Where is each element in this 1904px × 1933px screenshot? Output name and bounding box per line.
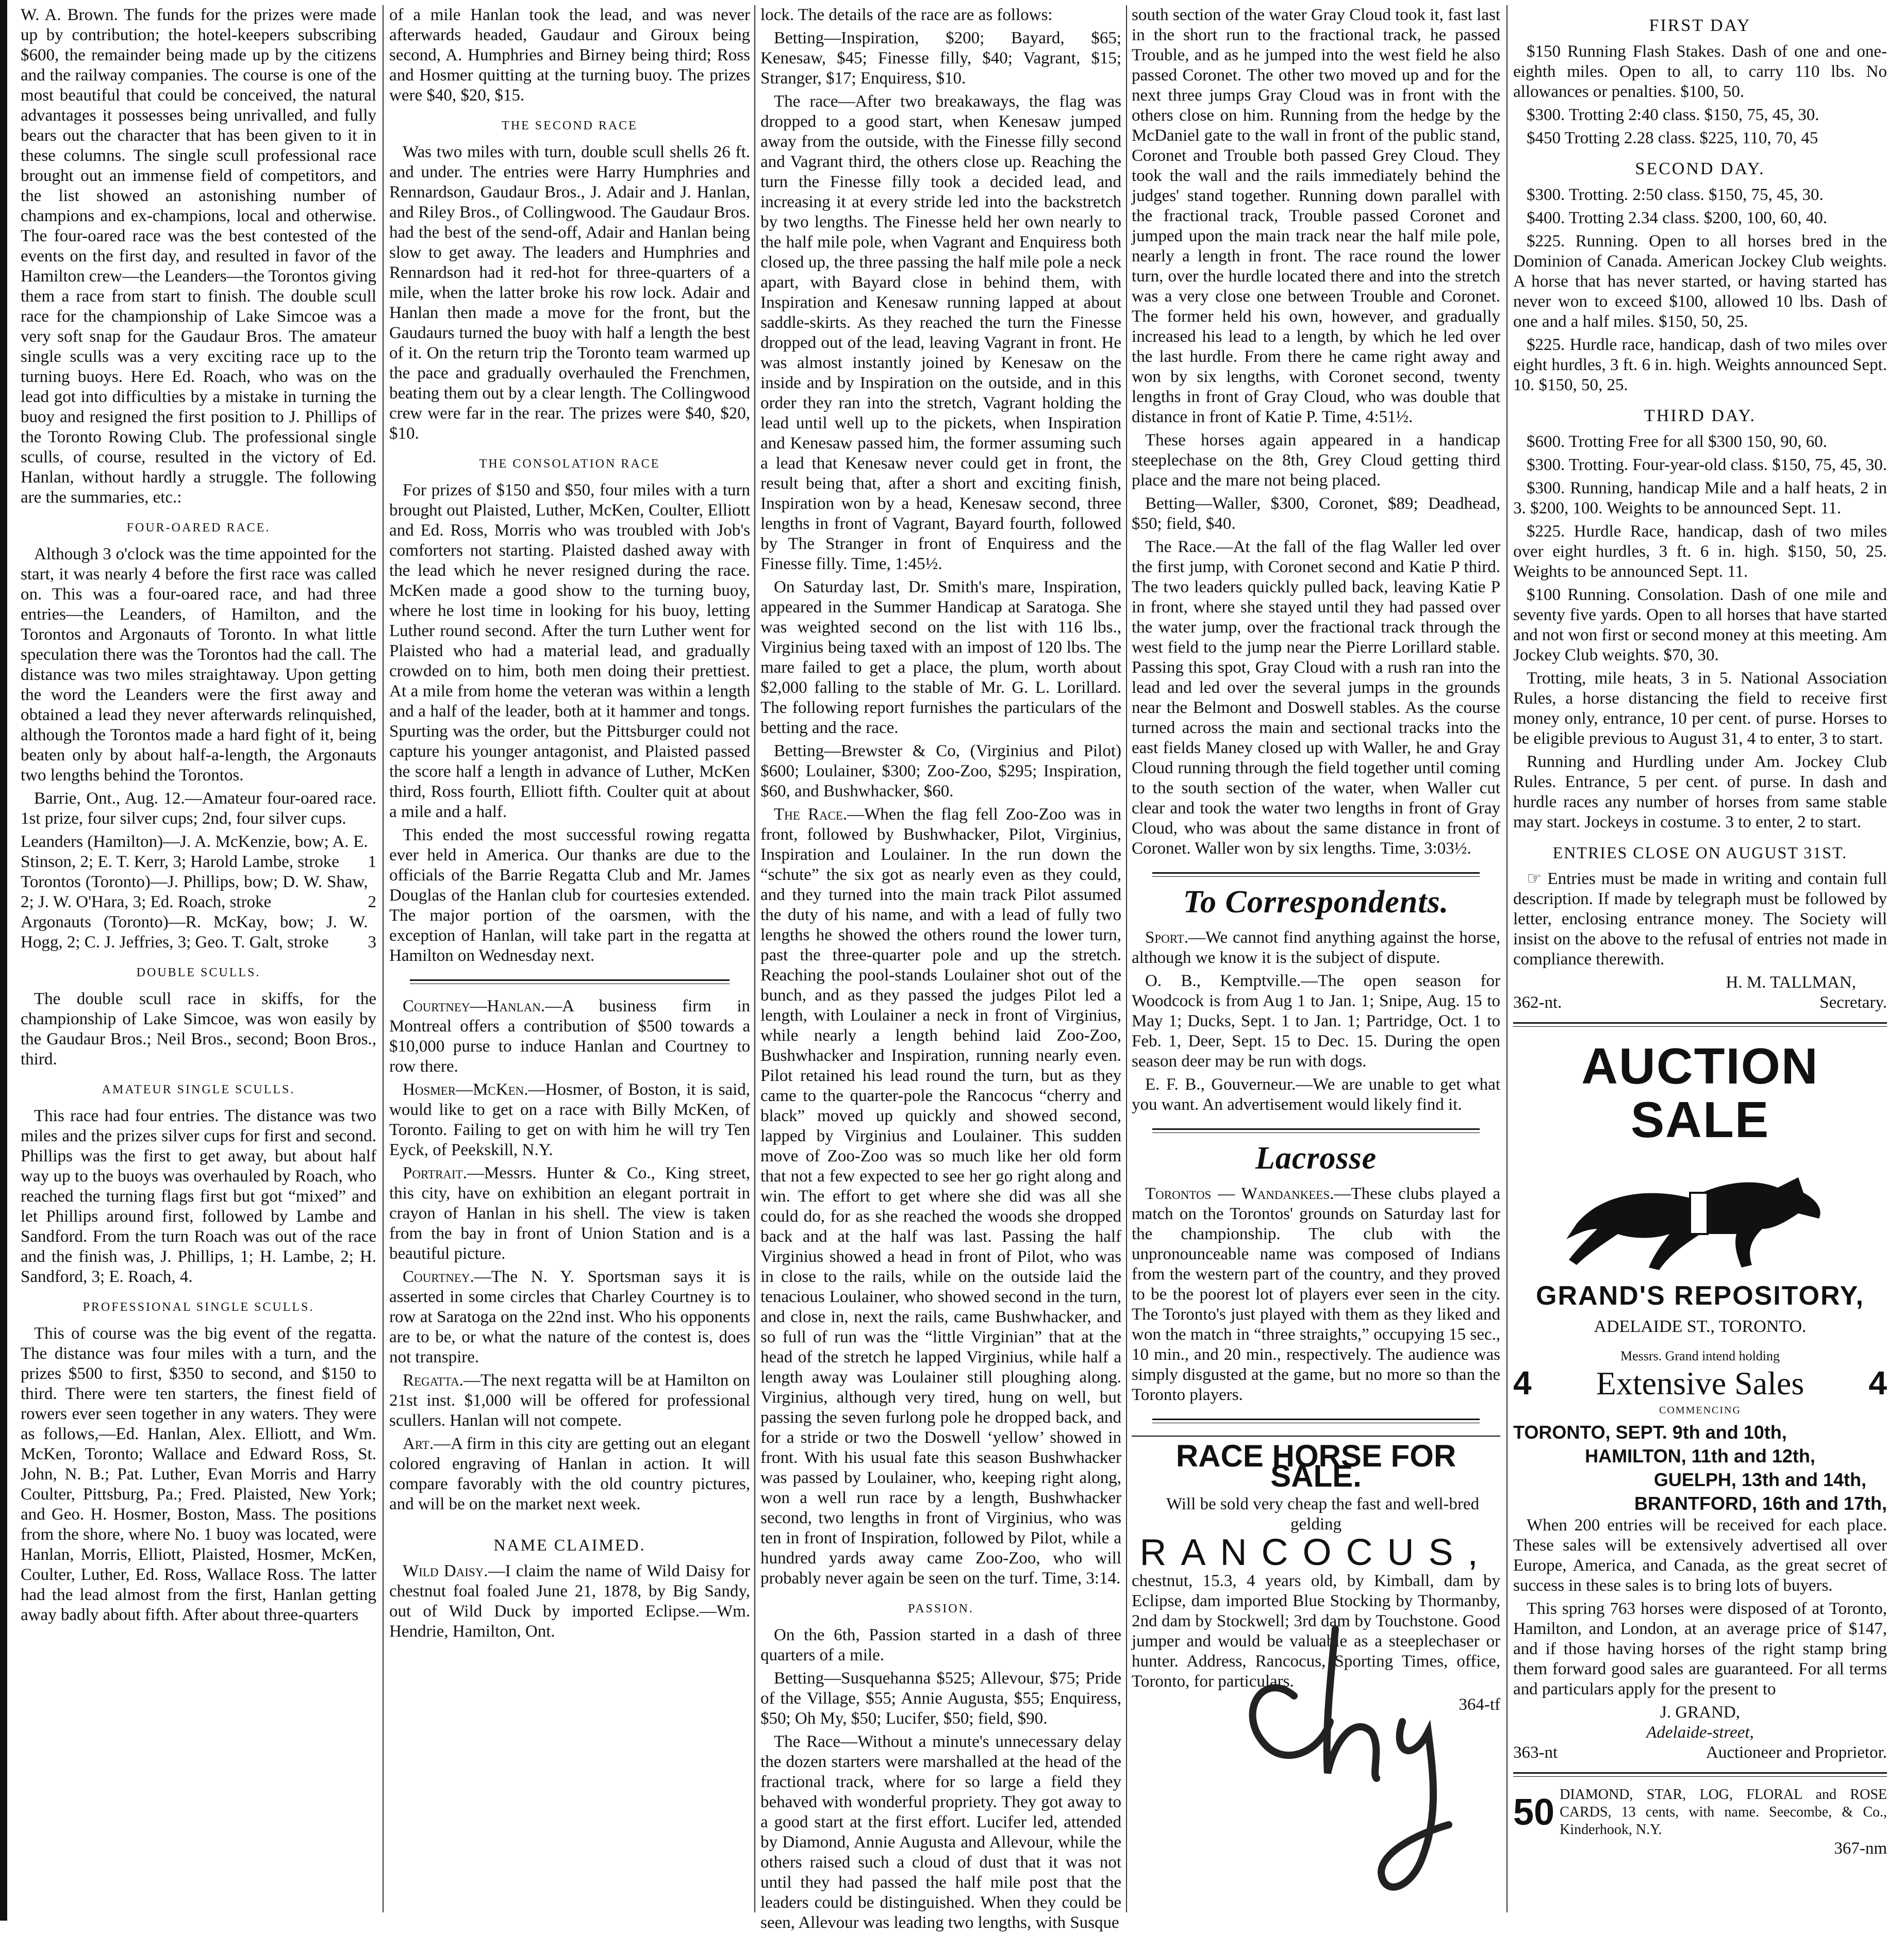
race-listing: $600. Trotting Free for all $300 150, 90, 60. (1527, 432, 1827, 451)
race-listing: $100 Running. Consolation. Dash of one mile and seventy five yards. Open to all horses that have started and not won first or second money at this meeting. Am Jockey Club weights. $70, 30. (1513, 586, 1887, 664)
news-item (1132, 1184, 1500, 1405)
item-text: —A business firm in Montreal offers a contribution of $500 towards a $10,000 purse to induce Hanlan and Courtney to row there. (389, 997, 750, 1076)
section-rule (1152, 1128, 1480, 1133)
sale-date-guelph: GUELPH, 13th and 14th, (1653, 1469, 1866, 1490)
repository-title: GRAND'S REPOSITORY, (1536, 1281, 1864, 1311)
item-text: —I claim the name of Wild Daisy for chestnut foal foaled June 21, 1878, by Big Sandy, out of Wild Duck by imported Eclipse.—Wm. Hendrie, Hamilton, Ont. (389, 1562, 751, 1641)
race-listing: $225. Hurdle race, handicap, dash of two miles over eight hurdles, 3 ft. 6 in. high. Weights announced Sept. 10. $150, 50, 25. (1513, 336, 1887, 394)
handwritten-signature (1206, 1567, 1516, 1918)
section-heading: DOUBLE SCULLS. (136, 966, 261, 979)
race-listing: $400. Trotting 2.34 class. $200, 100, 60, 40. (1527, 209, 1828, 227)
news-item (389, 996, 750, 1077)
item-text: —A firm in this city are getting out an elegant colored engraving of Hanlan in action. It will compare favorably with the old country pictures, and will be on the market next week. (389, 1435, 750, 1513)
column-1 (21, 5, 376, 1912)
sales-line (1513, 1364, 1887, 1402)
sales-count: 4 (1868, 1364, 1887, 1402)
article-text: Was two miles with turn, double scull shells 26 ft. and under. The entries were Harry Humphries and Rennardson, Gaudaur Bros., J. Adair and J. Hanlan, and Riley Bros., of Collingwood. The Gaudaur Bros. had the best of the send-off, Adair and Hanlan being slow to get away. The leaders and Humphries and Rennardson had it red-hot for three-quarters of a mile, when the latter broke his row lock. Adair and Hanlan then made a move for the front, but the Gaudaurs turned the buoy with half a length the best of it. On the return trip the Toronto team warmed up the pace and gradually overhauled the Frenchmen, beating them out by a clear length. The Collingwood crew were far in the rear. The prizes were $40, $20, $10. (389, 143, 750, 443)
signatory-line (1513, 993, 1887, 1013)
section-heading: PROFESSIONAL SINGLE SCULLS. (82, 1301, 314, 1314)
article-text: south section of the water Gray Cloud took it, fast last in the short run to the fractional track, he passed Trouble, and as he jumped into the west field he also passed Coronet. The other two moved up and for the next three jumps Gray Cloud was in front with the others close on him. Running from the hedge by the McDaniel gate to the wall in front of the public stand, Coronet and Trouble both passed Grey Cloud. They took the wall and the rails immediately behind the judges' stand together. Running down parallel with the fractional track, Trouble passed Coronet and jumped upon the main track near the half mile pole, nearly a length in front. The race round the lower turn, over the hurdle located there and into the stretch was a very close one between Trouble and Coronet. The former held his own, however, and gradually increased his lead to a length, by which he led over the last hurdle. From there he came right away and won by six lengths, with Coronet second, twenty lengths in front of Gray Cloud, who was double that distance in front of Katie P. Time, 4:51½. (1132, 6, 1500, 426)
section-heading: PASSION. (908, 1602, 974, 1615)
item-text: —The next regatta will be at Hamilton on 21st inst. $1,000 will be offered for professional scullers. Hanlan will not compete. (389, 1371, 750, 1430)
day-heading: SECOND DAY. (1635, 159, 1765, 178)
result-text: Leanders (Hamilton)—J. A. McKenzie, bow; A. E. Stinson, 2; E. T. Kerr, 3; Harold Lambe, stroke (21, 832, 368, 871)
article-text: lock. The details of the race are as follows: (760, 6, 1053, 24)
article-text: On the 6th, Passion started in a dash of three quarters of a mile. (760, 1626, 1121, 1664)
ad-ref: 367-nm (1834, 1839, 1887, 1858)
news-item (389, 1267, 750, 1368)
proprietor-address: Adelaide-street, (1646, 1723, 1754, 1742)
race-listing: $150 Running Flash Stakes. Dash of one and one-eighth miles. Open to all, to carry 110 lbs. No allowances or penalties. $100, 50. (1513, 42, 1887, 101)
item-text: —These clubs played a match on the Torontos' grounds on Saturday last for the championship. The club with the unpronounceable name was composed of Indians from the western part of the country, and they proved to be the poorest lot of players ever seen in the city. The Toronto's just played with them as they liked and won the match in “three straights,” occupying 15 sec., 10 min., and 20 min., respectively. The audience was simply disgusted at the game, but no more so than the Toronto players. (1132, 1185, 1500, 1404)
result-place: 1 (368, 853, 376, 871)
article-text: Betting—Inspiration, $200; Bayard, $65; Kenesaw, $45; Finesse filly, $40; Vagrant, $15; Stranger, $17; Enquiress, $10. (760, 29, 1121, 88)
article-text: The Race—Without a minute's unnecessary delay the dozen starters were marshalled at the head of the fractional track, where for so large a field they behaved with wonderful propriety. They got away to a good start at the first effort. Lucifer led, attended by Diamond, Annie Augusta and Allevour, while the others raised such a cloud of dust that it was not until they had passed the half mile post that the leaders could be distinguished. When they could be seen, Allevour was leading two lengths, with Susque (760, 1732, 1121, 1932)
article-text: Betting—Brewster & Co, (Virginius and Pilot) $600; Loulainer, $300; Zoo-Zoo, $295; Inspiration, $60, and Bushwhacker, $60. (760, 742, 1121, 801)
commencing-label: COMMENCING (1659, 1405, 1741, 1416)
column-2 (389, 5, 750, 1912)
item-text: —Hosmer, of Boston, it is said, would like to get on a race with Billy McKen, of Toronto. Failing to get on with him he will try Ten Eyck, of Peekskill, N.Y. (389, 1080, 750, 1159)
article-text: Although 3 o'clock was the time appointed for the start, it was nearly 4 before the first race was called on. This was a four-oared race, and had three entries—the Leanders, of Hamilton, and the Torontos and Argonauts of Toronto. In what little speculation there was the Torontos had the call. The distance was two miles straightaway. Upon getting the word the Leanders were the first away and obtained a lead they never afterwards relinquished, although the Torontos made a hard fight of it, being beaten only by about half-a-length, the Argonauts two lengths behind the Torontos. (21, 545, 376, 785)
article-text: Barrie, Ont., Aug. 12.—Amateur four-oared race. 1st prize, four silver cups; 2nd, four silver cups. (21, 789, 376, 828)
item-lead: Art. (403, 1435, 434, 1453)
column-divider (383, 5, 384, 1912)
section-rule (1152, 872, 1480, 877)
item-lead: Courtney. (403, 1268, 474, 1286)
item-text: —The N. Y. Sportsman says it is asserted in some circles that Charley Courtney is to row at Saratoga on the 22nd inst. Who his opponents are to be, or what the nature of the contest is, does not transpire. (389, 1268, 750, 1367)
repository-intro: Messrs. Grand intend holding (1620, 1348, 1780, 1363)
rules-text: ☞ Entries must be made in writing and contain full description. If made by telegraph must be followed by letter, enclosing entrance money. The Society will insist on the above to the refusal of entries not made in compliance therewith. (1513, 870, 1887, 969)
column-3 (760, 5, 1122, 1932)
repository-address: ADELAIDE ST., TORONTO. (1594, 1317, 1807, 1336)
news-item (389, 1434, 750, 1514)
race-listing: $450 Trotting 2.28 class. $225, 110, 70, 45 (1527, 129, 1818, 147)
section-rule (1513, 1772, 1887, 1777)
entries-heading: ENTRIES CLOSE ON AUGUST 31ST. (1552, 843, 1848, 862)
race-listing: $300. Running, handicap Mile and a half heats, 2 in 3. $200, 100. Weights to be announced Sept. 11. (1513, 479, 1887, 518)
news-item (760, 805, 1121, 1589)
proprietor-name: J. GRAND, (1660, 1703, 1740, 1722)
race-listing: $300. Trotting. Four-year-old class. $150, 75, 45, 30. (1527, 456, 1887, 474)
ad-ref: 362-nt. (1513, 993, 1562, 1012)
ad-ref: 363-nt (1513, 1743, 1558, 1762)
article-text: E. F. B., Gouverneur.—We are unable to get what you want. An advertisement would likely find it. (1132, 1075, 1500, 1114)
auction-title: AUCTION SALE (1581, 1038, 1819, 1148)
result-place: 2 (368, 893, 376, 911)
result-row (21, 872, 376, 912)
sale-date-hamilton: HAMILTON, 11th and 12th, (1585, 1445, 1815, 1467)
article-text: of a mile Hanlan took the lead, and was never afterwards headed, Gaudaur and Giroux being second, A. Humphries and Birney being third; Ross and Hosmer quitting at the turning buoy. The prizes were $40, $20, $15. (389, 6, 750, 105)
section-rule (1152, 1419, 1480, 1423)
column-divider (754, 5, 755, 1912)
article-text: The race—After two breakaways, the flag was dropped to a good start, when Kenesaw jumped away from the outside, with the Finesse filly second and Vagrant third, the others close up. Reaching the turn the Finesse filly took a decided lead, and increasing it at every stride led into the backstretch by two lengths. The Finesse held her own nearly to the half mile pole, when Vagrant and Enquiress both closed up, the three passing the half mile pole a neck apart, with Bayard close in behind them, with Inspiration and Kenesaw running lapped at about saddle-skirts. As they reached the turn the Finesse dropped out of the lead, leaving Vagrant in front. He was almost instantly joined by Kenesaw on the inside and by Inspiration on the outside, and in this order they ran into the stretch, Vagrant holding the lead until well up to the pickets, when Inspiration and Kenesaw passed him, the former assuming such a lead that Kenesaw never could get in front, the result being that, after a short and exciting finish, Inspiration won by a head, Kenesaw second, three lengths in front of Vagrant, Bayard fourth, followed by The Stranger in front of Enquiress and the Finesse filly. Time, 1:45½. (760, 92, 1121, 573)
article-text: This race had four entries. The distance was two miles and the prizes silver cups for first and second. Phillips was the first to get away, but about half way up to the buoys was overhauled by Roach, who reached the turning flags first but got “mixed” and let Phillips around first, followed by Lambe and Sandford. From the turn Roach was out of the race and the finish was, J. Phillips, 1; H. Lambe, 2; H. Sandford, 3; E. Roach, 4. (21, 1107, 376, 1286)
news-item (1132, 928, 1500, 968)
news-item (389, 1080, 750, 1160)
section-heading: THE SECOND RACE (502, 119, 638, 132)
news-item (389, 1371, 750, 1431)
signatory-name: H. M. TALLMAN, (1726, 973, 1856, 992)
article-text: The double scull race in skiffs, for the championship of Lake Simcoe, was won easily by the Gaudaur Bros.; Neil Bros., second; Boon Bros., third. (21, 990, 376, 1069)
item-lead: Portrait. (403, 1164, 467, 1182)
sales-count: 4 (1513, 1364, 1532, 1402)
horse-name: RANCOCUS, (1139, 1532, 1493, 1573)
item-text: —We cannot find anything against the horse, although we know it is the subject of dispute. (1132, 928, 1500, 967)
article-text: For prizes of $150 and $50, four miles with a turn brought out Plaisted, Luther, McKen, Coulter, Elliott and Ed. Ross, Morris who was troubled with Job's comforters not starting. Plaisted dashed away with the lead which he never resigned during the race. McKen made a good show to the turning buoy, where he lost time in looking for his buoy, letting Luther round second. After the turn Luther went for Plaisted who had a material lead, and gradually crowded on to him, both men doing their prettiest. At a mile from home the veteran was within a length and a half of the leader, both at it hammer and tongs. Spurting was the order, but the Pittsburger could not capture his younger antagonist, and Plaisted passed the score half a length in advance of Luther, McKen third, Ross fourth, Elliott fifth. Coulter quit at about a mile and a half. (389, 481, 750, 821)
item-lead: Courtney—Hanlan. (403, 997, 545, 1015)
race-listing: $225. Running. Open to all horses bred in the Dominion of Canada. American Jockey Club weights. A horse that has never started, or having started has never won to exceed $100, allowed 10 lbs. Dash of one and a half miles. $150, 50, 25. (1513, 232, 1887, 331)
sale-date-toronto: TORONTO, SEPT. 9th and 10th, (1513, 1422, 1787, 1443)
article-text: W. A. Brown. The funds for the prizes were made up by contribution; the hotel-keepers subscribing $600, the remainder being made up by the citizens and the railway companies. The course is one of the most beautiful that could be conceived, the natural advantages it possesses being unrivalled, and fully bears out the character that has been given to it in these columns. The single scull professional race brought out an immense field of competitors, and the list showed an astonishing number of champions and ex-champions, local and otherwise. The four-oared race was the best contested of the events on the first day, and resulted in favor of the Hamilton crew—the Leanders—the Torontos giving them a race from start to finish. The double scull race for the championship of Lake Simcoe was a very soft snap for the Gaudaur Bros. The amateur single sculls was a very exciting race up to the turning buoys. Here Ed. Roach, who was on the lead got into difficulties by a mistake in turning the buoy and resigned the first position to J. Phillips of the Toronto Rowing Club. The professional single sculls, of course, resulted in the victory of Ed. Hanlan, without hardly a struggle. The following are the summaries, etc.: (21, 6, 376, 507)
article-text: Betting—Susquehanna $525; Allevour, $75; Pride of the Village, $55; Annie Augusta, $55; Enquiress, $50; Oh My, $50; Lucifer, $50; field, $90. (760, 1669, 1121, 1728)
race-listing: $225. Hurdle Race, handicap, dash of two miles over eight hurdles, 3 ft. 6 in. high. $150, 50, 25. Weights to be announced Sept. 11. (1513, 522, 1887, 581)
section-heading: FOUR-OARED RACE. (126, 521, 271, 535)
item-text: —When the flag fell Zoo-Zoo was in front, followed by Bushwhacker, Pilot, Virginius, Inspiration and Loulainer. In the run down the “schute” the six got as nearly even as they could, and they turned into the main track Pilot assumed the duty of his name, and with a lead of fully two lengths he showed the others round the lower turn, past the three-quarter pole and up the stretch. Reaching the pool-stands Loulainer shot out of the bunch, and as they passed the judges Pilot led a length, with Loulainer a neck in front of Virginius, while nearly a length behind laid Zoo-Zoo, Bushwhacker and Inspiration, running nearly even. Pilot retained his lead round the turn, but as they came to the quarter-pole the Rancocus “cherry and black” moved up quickly and showed second, lapped by Virginius and Loulainer. This sudden move of Zoo-Zoo was so much like her old form that not a few expected to see her go right along and win. The effort to get where she did was all she could do, for as she reached the woods she dropped back and at the half was last. Passing the half Virginius showed a head in front of Pilot, who was in close to the rails, while on the outside laid the tenacious Loulainer, who showed second in the turn, and close in, next the rails, came Bushwhacker, and so full of run was the “little Virginian” that at the head of the stretch he lapped Virginius, while half a length away was Loulainer still ploughing along. Virginius, although very tired, hung on well, but passing the seven furlong pole he dropped back, and for a stride or two the Doswell ‘yellow’ showed in front. With his usual fate this season Bushwhacker was passed by Loulainer, who, keeping right along, won a well run race by a length, Bushwhacker second, two lengths in front of Virginius, who was ten in front of Inspiration, followed by Pilot, while a hundred yards away came Zoo-Zoo, who will probably never again be seen on the turf. Time, 3:14. (760, 805, 1122, 1588)
result-row (21, 832, 376, 872)
news-item (389, 1163, 750, 1264)
cards-text: DIAMOND, STAR, LOG, FLORAL and ROSE CARDS, 13 cents, with name. Seecombe, & Co., Kinderhook, N.Y. (1560, 1787, 1887, 1838)
article-text: The Race.—At the fall of the flag Waller led over the first jump, with Coronet second and Katie P third. The two leaders quickly pulled back, leaving Katie P in front, where she stayed until they had passed over the water jump, over the fractional track through the west field to the jump near the Pierre Lorillard stable. Passing this spot, Gray Cloud with a rush ran into the lead and led over the several jumps in the grounds near the Belmont and Doswell stables. As the course turned across the main and sectional tracks into the east fields Maney closed up with Waller, he and Gray Cloud running through the field together until coming to the south section of the water, when Waller cut clear and took the water two lengths in front of Gray Cloud, who was about the same distance in front of Coronet. Waller won by six lengths. Time, 3:03½. (1132, 538, 1500, 858)
galloping-horse-icon (1556, 1162, 1845, 1275)
lacrosse-heading: Lacrosse (1255, 1141, 1377, 1176)
article-text: Betting—Waller, $300, Coronet, $89; Deadhead, $50; field, $40. (1132, 494, 1500, 533)
result-place: 3 (368, 933, 376, 952)
result-text: Torontos (Toronto)—J. Phillips, bow; D. W. Shaw, 2; J. W. O'Hara, 3; Ed. Roach, stroke (21, 873, 368, 911)
column-divider (1126, 5, 1127, 1912)
day-heading: THIRD DAY. (1644, 406, 1757, 425)
section-rule (410, 979, 730, 984)
ad-text: This spring 763 horses were disposed of at Toronto, Hamilton, and London, at an average price of $147, and if those having horses of the right stamp bring them forward good sales are guaranteed. For all terms and particulars apply for the present to (1513, 1599, 1887, 1698)
sale-date-brantford: BRANTFORD, 16th and 17th, (1634, 1493, 1887, 1514)
correspondents-heading: To Correspondents. (1183, 885, 1449, 920)
article-text: These horses again appeared in a handicap steeplechase on the 8th, Grey Cloud getting third place and the mare not being placed. (1132, 431, 1500, 490)
article-text: This ended the most successful rowing regatta ever held in America. Our thanks are due to the officials of the Barrie Regatta Club and Mr. James Douglas of the Hanlan club for courtesies extended. The major portion of the oarsmen, with the exception of Hanlan, will take part in the regatta at Hamilton on Wednesday next. (389, 826, 750, 965)
rules-text: Trotting, mile heats, 3 in 5. National Association Rules, a horse distancing the field to receive first money only, entrance, 10 per cent. of purse. Horses to be eligible previous to August 31, 4 to enter, 3 to start. (1513, 669, 1887, 748)
ad-text: chestnut, 15.3, 4 years old, by Kimball, dam by Eclipse, dam imported Blue Stocking by Thormanby, 2nd dam by Stockwell; 3rd dam by Touchstone. Good jumper and would be valuable as a steeplechaser or hunter. Address, Rancocus, Sporting Times, office, Toronto, for particulars. (1132, 1572, 1500, 1691)
proprietor-title: Auctioneer and Proprietor. (1706, 1743, 1887, 1762)
result-text: Argonauts (Toronto)—R. McKay, bow; J. W. Hogg, 2; C. J. Jeffries, 3; Geo. T. Galt, stroke (21, 913, 368, 952)
ad-ref: 364-tf (1459, 1695, 1500, 1714)
item-lead: The Race. (774, 805, 848, 824)
article-text: On Saturday last, Dr. Smith's mare, Inspiration, appeared in the Summer Handicap at Saratoga. She was weighted second on the list with 116 lbs., Virginius being taxed with an impost of 120 lbs. The mare failed to get a place, the plum, worth about $2,000 falling to the stable of Mr. G. L. Lorillard. The following report furnishes the particulars of the betting and the race. (760, 578, 1121, 737)
article-text: O. B., Kemptville.—The open season for Woodcock is from Aug 1 to Jan. 1; Snipe, Aug. 15 to May 1; Ducks, Sept. 1 to Jan. 1; Partridge, Oct. 1 to Feb. 1, Deer, Sept. 15 to Dec. 15. During the open season deer may be run with dogs. (1132, 972, 1500, 1071)
item-text: —Messrs. Hunter & Co., King street, this city, have on exhibition an elegant portrait in crayon of Hanlan in his shell. The view is taken from the bay in front of Union Station and is a beautiful picture. (389, 1164, 750, 1263)
result-row (21, 912, 376, 953)
ad-text: Will be sold very cheap the fast and well-bred gelding (1166, 1495, 1480, 1534)
section-heading: NAME CLAIMED. (493, 1536, 646, 1554)
ad-title: RACE HORSE FOR SALE. (1175, 1439, 1456, 1493)
item-lead: Sport. (1145, 928, 1189, 947)
day-heading: FIRST DAY (1649, 16, 1751, 35)
rules-text: Running and Hurdling under Am. Jockey Club Rules. Entrance, 5 per cent. of purse. In dash and hurdle races any number of horses from same stable may start. Jockeys in costume. 3 to enter, 2 to start. (1513, 753, 1887, 831)
section-rule (1513, 1022, 1887, 1027)
item-lead: Torontos — Wandankees. (1145, 1185, 1334, 1203)
ad-text: When 200 entries will be received for each place. These sales will be extensively advertised all over Europe, America, and Canada, as the great secret of success in these sales is to bring lots of buyers. (1513, 1516, 1887, 1595)
article-text: This of course was the big event of the regatta. The distance was four miles with a turn, and the prizes $500 to first, $350 to second, and $150 to third. There were ten starters, the finest field of rowers ever seen together in any waters. They were as follows,—Ed. Hanlan, Alex. Elliott, and Wm. McKen, Toronto; Wallace and Edward Ross, St. John, N. B.; Pat. Luther, Evan Morris and Harry Coulter, Pittsburg, Pa.; Fred. Plaisted, New York; and Geo. H. Hosmer, Boston, Mass. The positions from the shore, where No. 1 buoy was located, were Hanlan, Morris, Elliott, Plaisted, Hosmer, McKen, Coulter, Luther, Ed. Ross, Wallace Ross. The latter had the lead almost from the first, Hanlan getting away badly about fifth. After about three-quarters (21, 1324, 376, 1624)
column-5 (1513, 5, 1887, 1912)
item-lead: Regatta. (403, 1371, 463, 1390)
cards-count: 50 (1513, 1791, 1555, 1833)
item-lead: Hosmer—McKen. (403, 1080, 528, 1099)
cards-ad (1513, 1786, 1887, 1839)
sales-text: Extensive Sales (1596, 1365, 1804, 1402)
race-listing: $300. Trotting. 2:50 class. $150, 75, 45, 30. (1527, 186, 1824, 204)
race-listing: $300. Trotting 2:40 class. $150, 75, 45, 30. (1527, 106, 1819, 124)
left-margin-bar (0, 0, 7, 1921)
proprietor-line (1513, 1743, 1887, 1763)
signatory-title: Secretary. (1819, 993, 1887, 1012)
section-heading: THE CONSOLATION RACE (479, 457, 660, 471)
news-item (389, 1561, 750, 1642)
section-heading: AMATEUR SINGLE SCULLS. (102, 1083, 295, 1096)
item-lead: Wild Daisy. (403, 1562, 488, 1580)
